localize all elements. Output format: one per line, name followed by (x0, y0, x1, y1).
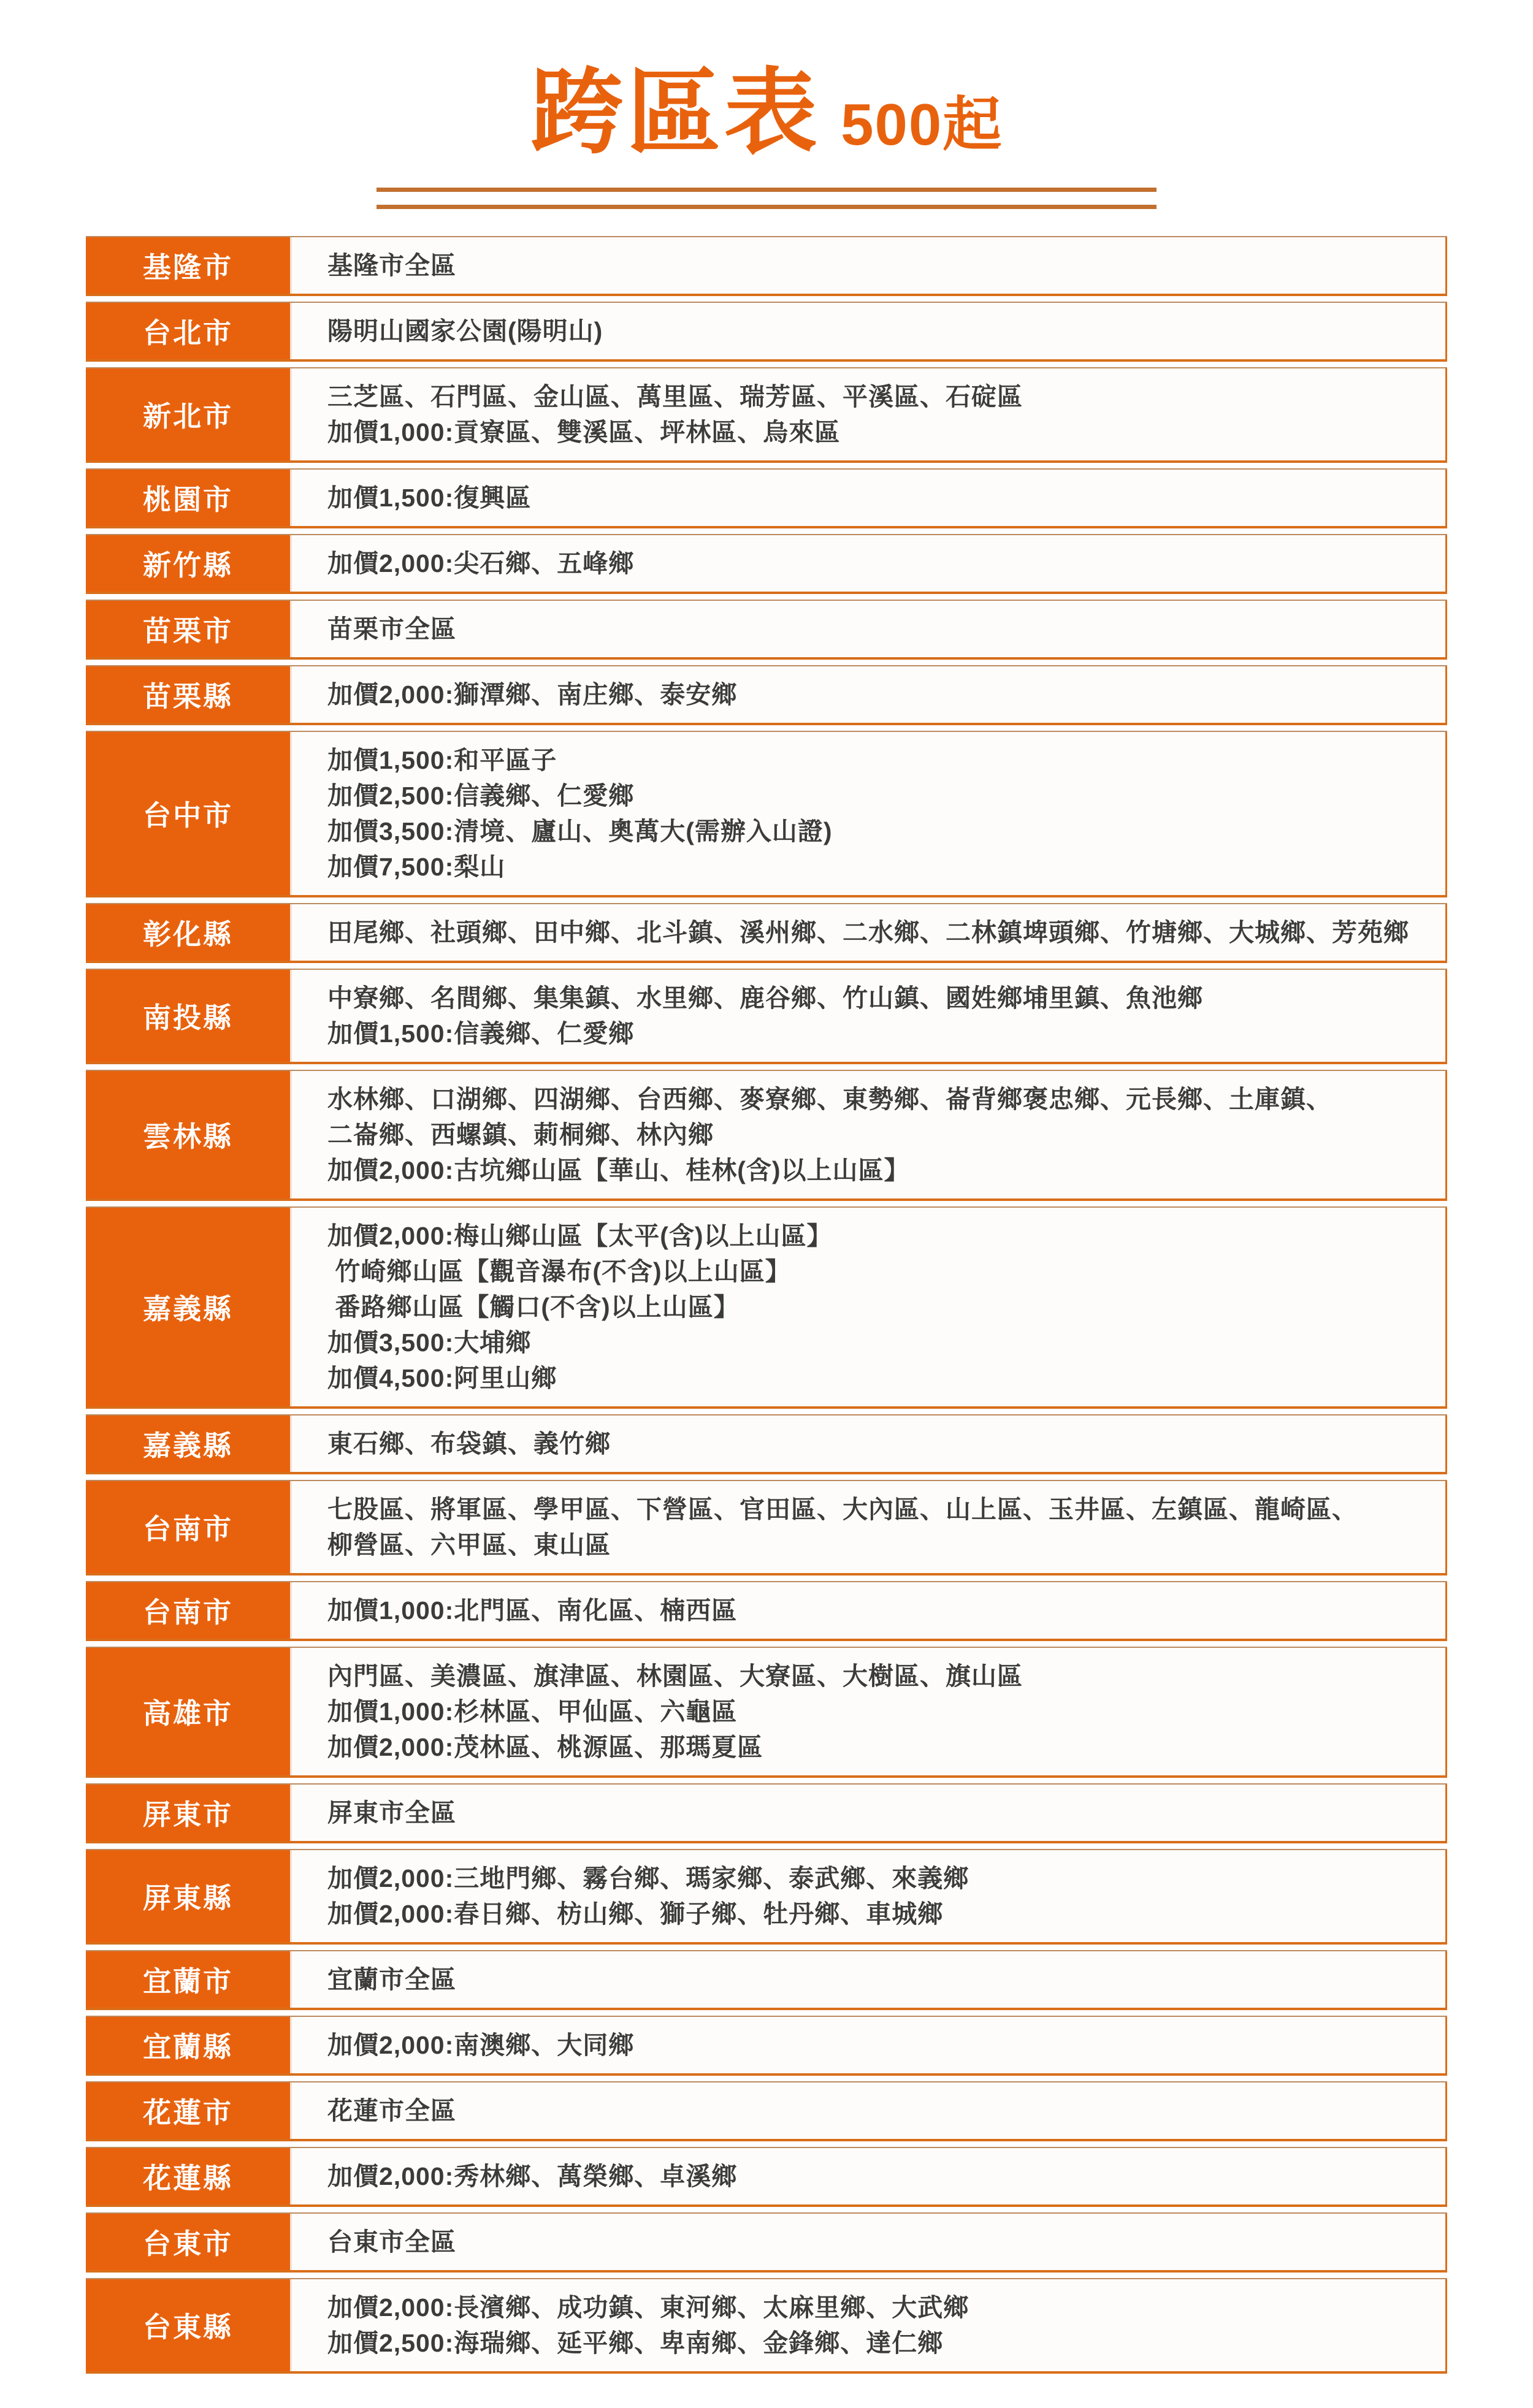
title-divider (377, 188, 1156, 209)
region-label: 彰化縣 (86, 904, 290, 961)
coverage-line: 加價2,000:秀林鄉、萬榮鄉、卓溪鄉 (327, 2162, 738, 2190)
divider-line-bottom (377, 205, 1156, 209)
coverage-line: 加價1,500:信義鄉、仁愛鄉 (327, 1019, 635, 1048)
region-label: 宜蘭市 (86, 1951, 290, 2008)
coverage-line: 二崙鄉、西螺鎮、莿桐鄉、林內鄉 (327, 1121, 714, 1149)
table-row (86, 731, 1447, 897)
region-coverage-cell (290, 970, 1447, 1062)
region-label: 高雄市 (86, 1648, 290, 1775)
table-row (86, 468, 1447, 528)
coverage-line: 加價2,000:獅潭鄉、南庄鄉、泰安鄉 (327, 680, 738, 709)
region-coverage-cell (290, 1582, 1447, 1639)
region-coverage-cell (290, 470, 1447, 526)
region-label: 嘉義縣 (86, 1208, 290, 1406)
coverage-line: 屏東市全區 (327, 1799, 456, 1827)
region-label: 新北市 (86, 368, 290, 460)
coverage-line: 苗栗市全區 (327, 615, 456, 643)
region-coverage-cell (290, 1951, 1447, 2008)
table-row (86, 1950, 1447, 2010)
table-row (86, 903, 1447, 963)
page-title: 跨區表 (530, 61, 821, 165)
coverage-line: 加價2,000:春日鄉、枋山鄉、獅子鄉、牡丹鄉、車城鄉 (327, 1900, 944, 1928)
region-label: 花蓮市 (86, 2082, 290, 2139)
table-row (86, 665, 1447, 725)
coverage-line: 加價7,500:梨山 (327, 853, 506, 881)
region-coverage-cell (290, 2214, 1447, 2270)
region-label: 台南市 (86, 1481, 290, 1573)
table-row (86, 2081, 1447, 2141)
region-coverage-cell (290, 2279, 1447, 2371)
region-coverage-cell (290, 368, 1447, 460)
region-label: 台中市 (86, 732, 290, 895)
region-coverage-cell (290, 1481, 1447, 1573)
region-coverage-cell (290, 1071, 1447, 1198)
coverage-line: 加價1,500:和平區子 (327, 746, 557, 774)
table-row (86, 600, 1447, 660)
region-coverage-cell (290, 535, 1447, 592)
table-row (86, 1480, 1447, 1575)
region-label: 雲林縣 (86, 1071, 290, 1198)
region-coverage-cell (290, 1850, 1447, 1942)
coverage-line: 內門區、美濃區、旗津區、林園區、大寮區、大樹區、旗山區 (327, 1662, 1023, 1690)
table-row (86, 236, 1447, 296)
region-coverage-cell (290, 1648, 1447, 1775)
coverage-line: 花蓮市全區 (327, 2097, 456, 2125)
region-label: 屏東縣 (86, 1850, 290, 1942)
region-label: 桃園市 (86, 470, 290, 526)
region-label: 南投縣 (86, 970, 290, 1062)
coverage-line: 中寮鄉、名間鄉、集集鎮、水里鄉、鹿谷鄉、竹山鎮、國姓鄉埔里鎮、魚池鄉 (327, 984, 1203, 1012)
coverage-line: 七股區、將軍區、學甲區、下營區、官田區、大內區、山上區、玉井區、左鎮區、龍崎區、 (327, 1495, 1358, 1523)
table-row (86, 367, 1447, 463)
table-row (86, 1070, 1447, 1201)
coverage-line: 加價2,000:尖石鄉、五峰鄉 (327, 549, 635, 577)
table-row (86, 534, 1447, 594)
divider-line-top (377, 188, 1156, 192)
table-row (86, 302, 1447, 362)
table-row (86, 2016, 1447, 2076)
coverage-line: 加價2,000:南澳鄉、大同鄉 (327, 2031, 635, 2059)
region-label: 台北市 (86, 303, 290, 359)
coverage-line: 三芝區、石門區、金山區、萬里區、瑞芳區、平溪區、石碇區 (327, 383, 1023, 411)
region-coverage-cell (290, 2148, 1447, 2204)
region-coverage-cell (290, 1208, 1447, 1406)
coverage-line: 加價2,000:茂林區、桃源區、那瑪夏區 (327, 1733, 763, 1761)
region-label: 台東市 (86, 2214, 290, 2270)
table-row (86, 969, 1447, 1064)
coverage-line: 加價3,500:大埔鄉 (327, 1328, 532, 1357)
table-row (86, 1414, 1447, 1474)
coverage-line: 加價1,000:北門區、南化區、楠西區 (327, 1596, 738, 1625)
coverage-line: 陽明山國家公園(陽明山) (327, 317, 603, 345)
region-coverage-cell (290, 904, 1447, 961)
page-header (0, 0, 1533, 209)
region-label: 屏東市 (86, 1785, 290, 1841)
region-coverage-cell (290, 601, 1447, 657)
region-coverage-cell (290, 732, 1447, 895)
table-row (86, 2212, 1447, 2273)
table-row (86, 1783, 1447, 1843)
region-coverage-cell (290, 2082, 1447, 2139)
region-coverage-cell (290, 666, 1447, 723)
coverage-line: 宜蘭市全區 (327, 1965, 456, 1994)
region-label: 花蓮縣 (86, 2148, 290, 2204)
table-row (86, 1581, 1447, 1641)
coverage-line: 加價2,000:古坑鄉山區【華山、桂林(含)以上山區】 (327, 1156, 910, 1184)
region-coverage-cell (290, 303, 1447, 359)
region-coverage-cell (290, 1415, 1447, 1472)
coverage-line: 加價2,000:長濱鄉、成功鎮、東河鄉、太麻里鄉、大武鄉 (327, 2293, 969, 2322)
coverage-line: 加價2,000:三地門鄉、霧台鄉、瑪家鄉、泰武鄉、來義鄉 (327, 1864, 969, 1892)
cross-district-fee-table (86, 236, 1447, 2374)
table-row (86, 1206, 1447, 1409)
coverage-line: 基隆市全區 (327, 251, 456, 280)
region-label: 苗栗市 (86, 601, 290, 657)
coverage-line: 台東市全區 (327, 2228, 456, 2256)
region-label: 台東縣 (86, 2279, 290, 2371)
coverage-line: 加價1,000:貢寮區、雙溪區、坪林區、烏來區 (327, 418, 841, 446)
page-title-price-suffix: 500起 (841, 92, 1003, 158)
coverage-line: 水林鄉、口湖鄉、四湖鄉、台西鄉、麥寮鄉、東勢鄉、崙背鄉褒忠鄉、元長鄉、土庫鎮、 (327, 1085, 1332, 1113)
table-row (86, 2278, 1447, 2374)
region-label: 宜蘭縣 (86, 2017, 290, 2073)
coverage-line: 番路鄉山區【觸口(不含)以上山區】 (327, 1293, 740, 1321)
table-row (86, 1647, 1447, 1778)
coverage-line: 加價2,500:海瑞鄉、延平鄉、卑南鄉、金鋒鄉、達仁鄉 (327, 2329, 944, 2357)
region-label: 嘉義縣 (86, 1415, 290, 1472)
table-row (86, 2147, 1447, 2207)
coverage-line: 加價1,000:杉林區、甲仙區、六龜區 (327, 1697, 738, 1726)
coverage-line: 加價4,500:阿里山鄉 (327, 1364, 557, 1392)
coverage-line: 加價1,500:復興區 (327, 484, 532, 512)
region-coverage-cell (290, 1785, 1447, 1841)
coverage-line: 加價2,000:梅山鄉山區【太平(含)以上山區】 (327, 1222, 833, 1250)
region-coverage-cell (290, 2017, 1447, 2073)
region-coverage-cell (290, 237, 1447, 294)
coverage-line: 竹崎鄉山區【觀音瀑布(不含)以上山區】 (327, 1257, 791, 1286)
coverage-line: 加價3,500:清境、廬山、奧萬大(需辦入山證) (327, 817, 833, 845)
region-label: 苗栗縣 (86, 666, 290, 723)
region-label: 基隆市 (86, 237, 290, 294)
coverage-line: 柳營區、六甲區、東山區 (327, 1531, 611, 1559)
region-label: 新竹縣 (86, 535, 290, 592)
coverage-line: 加價2,500:信義鄉、仁愛鄉 (327, 782, 635, 810)
table-row (86, 1849, 1447, 1945)
coverage-line: 東石鄉、布袋鎮、義竹鄉 (327, 1430, 611, 1458)
region-label: 台南市 (86, 1582, 290, 1639)
coverage-line: 田尾鄉、社頭鄉、田中鄉、北斗鎮、溪州鄉、二水鄉、二林鎮埤頭鄉、竹塘鄉、大城鄉、芳苑鄉 (327, 918, 1409, 947)
